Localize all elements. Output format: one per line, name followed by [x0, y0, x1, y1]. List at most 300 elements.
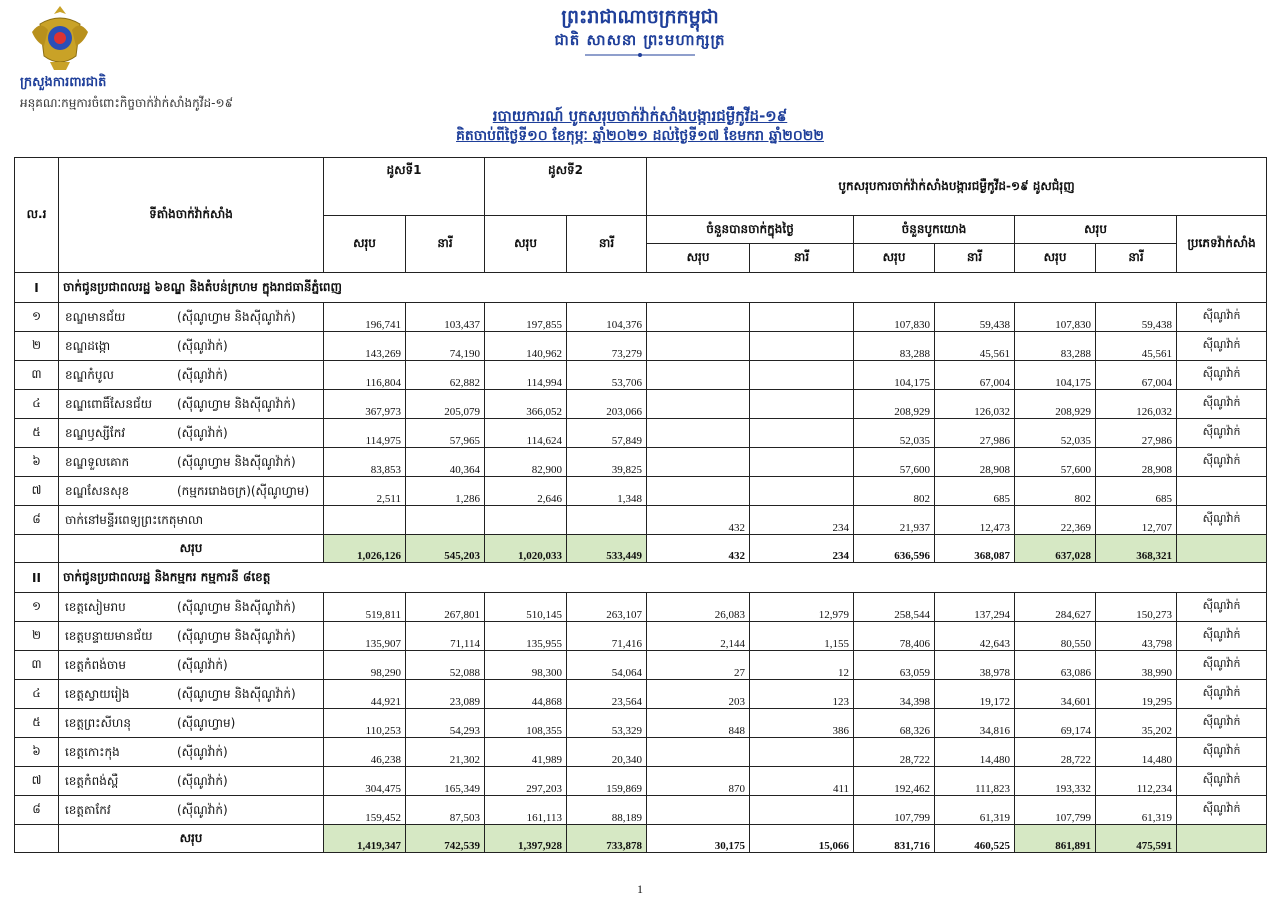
location-name: ចាក់នៅមន្ទីរពេទ្យព្រះកេតុមាលា — [65, 513, 204, 527]
value-prev-total: 802 — [854, 477, 935, 506]
value-sum-female: 61,319 — [1096, 796, 1177, 825]
value-d2-total: 161,113 — [485, 796, 567, 825]
total-d2-total: 1,020,033 — [485, 535, 567, 563]
value-d1-total: 2,511 — [324, 477, 406, 506]
header-dose2: ដូសទី2 — [485, 158, 647, 216]
value-d1-female: 71,114 — [406, 622, 485, 651]
row-number: ១ — [15, 593, 59, 622]
value-d1-total: 159,452 — [324, 796, 406, 825]
total-today-female: 15,066 — [750, 825, 854, 853]
value-sum-female: 112,234 — [1096, 767, 1177, 796]
location-name: ខេត្តបន្ទាយមានជ័យ — [65, 629, 153, 643]
value-today-female: 234 — [750, 506, 854, 535]
location-name: ខណ្ឌដង្កោ — [65, 339, 111, 353]
table-body — [15, 273, 1267, 853]
header-d2-total: សរុប — [485, 216, 567, 273]
value-d1-total: 196,741 — [324, 303, 406, 332]
value-prev-total: 52,035 — [854, 419, 935, 448]
value-d1-total: 83,853 — [324, 448, 406, 477]
value-prev-total: 68,326 — [854, 709, 935, 738]
value-today-total — [647, 448, 750, 477]
location-vaccine-note: (ស៊ីណូហ្វាម និងស៊ីណូវ៉ាក់) — [177, 600, 296, 614]
vaccine-type: ស៊ីណូវ៉ាក់ — [1177, 767, 1267, 796]
total-spacer — [15, 825, 59, 853]
location-cell — [59, 738, 324, 767]
total-d2-female: 533,449 — [567, 535, 647, 563]
vaccine-type: ស៊ីណូវ៉ាក់ — [1177, 303, 1267, 332]
location-name: ខណ្ឌពោធិ៍សែនជ័យ — [65, 397, 153, 411]
report-title: របាយការណ៍ បូកសរុបចាក់វ៉ាក់សាំងបង្ការជម្ងឺកូវីដ-១៩ — [492, 107, 788, 125]
value-sum-female: 126,032 — [1096, 390, 1177, 419]
total-today-female: 234 — [750, 535, 854, 563]
value-d1-total: 519,811 — [324, 593, 406, 622]
value-d1-female: 1,286 — [406, 477, 485, 506]
value-prev-total: 34,398 — [854, 680, 935, 709]
kingdom-title: ព្រះរាជាណាចក្រកម្ពុជា — [561, 6, 719, 28]
location-vaccine-note: (ស៊ីណូហ្វាម និងស៊ីណូវ៉ាក់) — [177, 455, 296, 469]
value-today-female: 1,155 — [750, 622, 854, 651]
value-sum-total: 22,369 — [1015, 506, 1096, 535]
value-today-total: 26,083 — [647, 593, 750, 622]
location-vaccine-note: (ស៊ីណូវ៉ាក់) — [177, 774, 228, 788]
value-d1-total: 110,253 — [324, 709, 406, 738]
location-cell — [59, 593, 324, 622]
value-prev-female: 12,473 — [935, 506, 1015, 535]
row-number: ៦ — [15, 738, 59, 767]
divider-ornament-icon — [585, 52, 695, 58]
value-today-total: 27 — [647, 651, 750, 680]
value-prev-total: 28,722 — [854, 738, 935, 767]
location-cell — [59, 767, 324, 796]
value-d2-female: 104,376 — [567, 303, 647, 332]
location-cell — [59, 796, 324, 825]
value-today-female: 12,979 — [750, 593, 854, 622]
location-cell — [59, 361, 324, 390]
vaccine-type: ស៊ីណូវ៉ាក់ — [1177, 361, 1267, 390]
value-today-female — [750, 448, 854, 477]
row-number: ៨ — [15, 506, 59, 535]
value-today-female — [750, 796, 854, 825]
table-row — [15, 303, 1267, 332]
location-name: ខណ្ឌទួលគោក — [65, 455, 130, 469]
header-previous: ចំនួនបូកយោង — [854, 216, 1015, 244]
value-d1-female: 267,801 — [406, 593, 485, 622]
value-d1-female: 103,437 — [406, 303, 485, 332]
value-d1-total: 44,921 — [324, 680, 406, 709]
vaccine-type: ស៊ីណូវ៉ាក់ — [1177, 419, 1267, 448]
header-d2-female: នារី — [567, 216, 647, 273]
table-row — [15, 332, 1267, 361]
value-d2-total: 135,955 — [485, 622, 567, 651]
header-booster: បូកសរុបការចាក់វ៉ាក់សាំងបង្ការជម្ងឺកូវីដ-១៩ ដូសជំរុញ — [647, 158, 1267, 216]
value-prev-total: 208,929 — [854, 390, 935, 419]
location-vaccine-note: (ស៊ីណូវ៉ាក់) — [177, 426, 228, 440]
value-sum-total: 80,550 — [1015, 622, 1096, 651]
value-prev-female: 19,172 — [935, 680, 1015, 709]
value-d2-female: 1,348 — [567, 477, 647, 506]
location-vaccine-note: (ស៊ីណូហ្វាម និងស៊ីណូវ៉ាក់) — [177, 629, 296, 643]
location-vaccine-note: (ស៊ីណូហ្វាម និងស៊ីណូវ៉ាក់) — [177, 687, 296, 701]
section-total-row — [15, 825, 1267, 853]
header-location: ទីតាំងចាក់វ៉ាក់សាំង — [59, 158, 324, 273]
value-prev-total: 21,937 — [854, 506, 935, 535]
location-name: ខេត្តកោះកុង — [65, 745, 120, 759]
value-today-total — [647, 796, 750, 825]
total-d1-female: 742,539 — [406, 825, 485, 853]
value-today-total — [647, 738, 750, 767]
location-vaccine-note: (ស៊ីណូហ្វាម និងស៊ីណូវ៉ាក់) — [177, 397, 296, 411]
table-row — [15, 448, 1267, 477]
value-today-female: 411 — [750, 767, 854, 796]
value-prev-female: 59,438 — [935, 303, 1015, 332]
value-d2-total: 98,300 — [485, 651, 567, 680]
location-vaccine-note: (ស៊ីណូហ្វាម និងស៊ីណូវ៉ាក់) — [177, 310, 296, 324]
value-sum-total: 107,799 — [1015, 796, 1096, 825]
location-cell — [59, 332, 324, 361]
total-d1-total: 1,026,126 — [324, 535, 406, 563]
value-prev-female: 137,294 — [935, 593, 1015, 622]
header-vaccine-type: ប្រភេទវ៉ាក់សាំង — [1177, 216, 1267, 273]
report-title-block — [300, 106, 980, 146]
value-sum-female: 59,438 — [1096, 303, 1177, 332]
value-today-total: 2,144 — [647, 622, 750, 651]
table-row — [15, 477, 1267, 506]
value-sum-female: 27,986 — [1096, 419, 1177, 448]
value-d2-total: 510,145 — [485, 593, 567, 622]
vaccine-type: ស៊ីណូវ៉ាក់ — [1177, 622, 1267, 651]
value-prev-female: 111,823 — [935, 767, 1015, 796]
row-number: ១ — [15, 303, 59, 332]
table-row — [15, 709, 1267, 738]
header-sum-total: សរុប — [1015, 244, 1096, 273]
row-number: ៤ — [15, 390, 59, 419]
value-today-female: 123 — [750, 680, 854, 709]
value-d2-total: 82,900 — [485, 448, 567, 477]
value-d2-total: 114,994 — [485, 361, 567, 390]
row-number: ៥ — [15, 419, 59, 448]
value-d2-female: 71,416 — [567, 622, 647, 651]
table-row — [15, 767, 1267, 796]
value-prev-female: 61,319 — [935, 796, 1015, 825]
value-d1-female: 165,349 — [406, 767, 485, 796]
total-spacer — [15, 535, 59, 563]
value-sum-female: 12,707 — [1096, 506, 1177, 535]
section-roman: I — [15, 273, 59, 303]
vaccine-type: ស៊ីណូវ៉ាក់ — [1177, 651, 1267, 680]
value-today-female — [750, 332, 854, 361]
location-vaccine-note: (ស៊ីណូវ៉ាក់) — [177, 803, 228, 817]
value-d2-female: 53,706 — [567, 361, 647, 390]
section-row — [15, 563, 1267, 593]
value-d2-female — [567, 506, 647, 535]
location-cell — [59, 622, 324, 651]
table-row — [15, 390, 1267, 419]
value-sum-female: 43,798 — [1096, 622, 1177, 651]
value-today-total — [647, 419, 750, 448]
location-vaccine-note: (ស៊ីណូហ្វាម) — [177, 716, 236, 730]
value-d1-total: 114,975 — [324, 419, 406, 448]
value-d2-total: 140,962 — [485, 332, 567, 361]
total-prev-total: 636,596 — [854, 535, 935, 563]
value-prev-total: 78,406 — [854, 622, 935, 651]
value-prev-female: 45,561 — [935, 332, 1015, 361]
value-d1-total: 143,269 — [324, 332, 406, 361]
vaccine-type: ស៊ីណូវ៉ាក់ — [1177, 796, 1267, 825]
value-d2-female: 57,849 — [567, 419, 647, 448]
section-roman: II — [15, 563, 59, 593]
total-d2-female: 733,878 — [567, 825, 647, 853]
location-vaccine-note: (ស៊ីណូវ៉ាក់) — [177, 658, 228, 672]
value-prev-female: 27,986 — [935, 419, 1015, 448]
value-d1-female: 52,088 — [406, 651, 485, 680]
value-sum-total: 28,722 — [1015, 738, 1096, 767]
value-d1-female: 23,089 — [406, 680, 485, 709]
value-d2-total: 114,624 — [485, 419, 567, 448]
section-row — [15, 273, 1267, 303]
location-name: ខេត្តស្វាយរៀង — [65, 687, 130, 701]
value-today-female: 12 — [750, 651, 854, 680]
national-motto: ជាតិ សាសនា ព្រះមហាក្សត្រ — [554, 31, 726, 49]
value-sum-female: 28,908 — [1096, 448, 1177, 477]
location-name: ខេត្តព្រះសីហនុ — [65, 716, 131, 730]
value-today-female — [750, 303, 854, 332]
value-sum-female: 19,295 — [1096, 680, 1177, 709]
location-name: ខណ្ឌកំបូល — [65, 368, 114, 382]
total-vaccine-spacer — [1177, 825, 1267, 853]
value-prev-total: 63,059 — [854, 651, 935, 680]
value-d1-female: 62,882 — [406, 361, 485, 390]
value-sum-total: 83,288 — [1015, 332, 1096, 361]
value-d1-total: 116,804 — [324, 361, 406, 390]
value-sum-total: 107,830 — [1015, 303, 1096, 332]
value-d2-female: 263,107 — [567, 593, 647, 622]
vaccine-type: ស៊ីណូវ៉ាក់ — [1177, 593, 1267, 622]
table-row — [15, 622, 1267, 651]
report-subtitle: គិតចាប់ពីថ្ងៃទី១០ ខែកុម្ភៈ ឆ្នាំ២០២១ ដល់ថ្ងៃទី១៧ ខែមករា ឆ្នាំ២០២២ — [456, 128, 824, 144]
row-number: ៣ — [15, 361, 59, 390]
row-number: ៦ — [15, 448, 59, 477]
value-today-total: 848 — [647, 709, 750, 738]
value-d2-female: 53,329 — [567, 709, 647, 738]
header-prev-total: សរុប — [854, 244, 935, 273]
total-vaccine-spacer — [1177, 535, 1267, 563]
location-cell — [59, 680, 324, 709]
total-d1-total: 1,419,347 — [324, 825, 406, 853]
value-today-total: 203 — [647, 680, 750, 709]
value-today-total — [647, 361, 750, 390]
value-d2-total — [485, 506, 567, 535]
value-d1-total: 367,973 — [324, 390, 406, 419]
location-name: ខណ្ឌឫស្សីកែវ — [65, 426, 126, 440]
value-sum-total: 193,332 — [1015, 767, 1096, 796]
value-prev-female: 685 — [935, 477, 1015, 506]
value-d2-total: 366,052 — [485, 390, 567, 419]
vaccination-report-table — [14, 157, 1267, 853]
value-d1-female: 74,190 — [406, 332, 485, 361]
section-title: ចាក់ជូនប្រជាពលរដ្ឋ និងកម្មករ កម្មការនី ៨ខេត្ត — [59, 563, 1267, 593]
value-prev-female: 14,480 — [935, 738, 1015, 767]
total-label: សរុប — [59, 825, 324, 853]
value-d1-total: 98,290 — [324, 651, 406, 680]
value-d1-female: 54,293 — [406, 709, 485, 738]
vaccine-type: ស៊ីណូវ៉ាក់ — [1177, 738, 1267, 767]
total-sum-total: 637,028 — [1015, 535, 1096, 563]
row-number: ៣ — [15, 651, 59, 680]
total-sum-female: 368,321 — [1096, 535, 1177, 563]
location-vaccine-note: (ស៊ីណូវ៉ាក់) — [177, 745, 228, 759]
location-vaccine-note: (កម្មកររោងចក្រ)(ស៊ីណូហ្វាម) — [177, 484, 310, 498]
value-d1-female: 40,364 — [406, 448, 485, 477]
vaccine-type: ស៊ីណូវ៉ាក់ — [1177, 390, 1267, 419]
value-prev-female: 67,004 — [935, 361, 1015, 390]
value-today-female: 386 — [750, 709, 854, 738]
value-d2-female: 20,340 — [567, 738, 647, 767]
value-sum-total: 52,035 — [1015, 419, 1096, 448]
location-name: ខេត្តសៀមរាប — [65, 600, 126, 614]
header-d1-female: នារី — [406, 216, 485, 273]
vaccine-type: ស៊ីណូវ៉ាក់ — [1177, 448, 1267, 477]
value-d2-female: 88,189 — [567, 796, 647, 825]
value-today-total: 432 — [647, 506, 750, 535]
value-sum-female: 150,273 — [1096, 593, 1177, 622]
value-sum-total: 104,175 — [1015, 361, 1096, 390]
value-d2-total: 297,203 — [485, 767, 567, 796]
value-today-female — [750, 361, 854, 390]
table-row — [15, 593, 1267, 622]
value-prev-female: 28,908 — [935, 448, 1015, 477]
location-name: ខេត្តតាកែវ — [65, 803, 111, 817]
value-sum-female: 35,202 — [1096, 709, 1177, 738]
value-sum-total: 208,929 — [1015, 390, 1096, 419]
row-number: ៤ — [15, 680, 59, 709]
row-number: ៨ — [15, 796, 59, 825]
value-prev-female: 126,032 — [935, 390, 1015, 419]
vaccine-type: ស៊ីណូវ៉ាក់ — [1177, 332, 1267, 361]
value-prev-female: 38,978 — [935, 651, 1015, 680]
total-today-total: 432 — [647, 535, 750, 563]
row-number: ២ — [15, 622, 59, 651]
location-cell — [59, 448, 324, 477]
value-prev-total: 57,600 — [854, 448, 935, 477]
value-sum-total: 57,600 — [1015, 448, 1096, 477]
value-prev-female: 42,643 — [935, 622, 1015, 651]
location-name: ខណ្ឌមានជ័យ — [65, 310, 126, 324]
total-prev-female: 368,087 — [935, 535, 1015, 563]
header-sum-female: នារី — [1096, 244, 1177, 273]
value-d2-total: 44,868 — [485, 680, 567, 709]
location-vaccine-note: (ស៊ីណូវ៉ាក់) — [177, 339, 228, 353]
table-row — [15, 506, 1267, 535]
location-cell — [59, 506, 324, 535]
value-d1-female — [406, 506, 485, 535]
value-sum-total: 69,174 — [1015, 709, 1096, 738]
location-name: ខេត្តកំពង់ស្ពឺ — [65, 774, 119, 788]
location-name: ខេត្តកំពង់ចាម — [65, 658, 126, 672]
value-d1-total — [324, 506, 406, 535]
row-number: ៧ — [15, 477, 59, 506]
national-header — [420, 4, 860, 58]
table-row — [15, 651, 1267, 680]
table-row — [15, 738, 1267, 767]
header-no: ល.រ — [15, 158, 59, 273]
table-row — [15, 361, 1267, 390]
value-d2-total: 41,989 — [485, 738, 567, 767]
page-number: 1 — [637, 882, 643, 896]
total-prev-total: 831,716 — [854, 825, 935, 853]
value-d2-female: 39,825 — [567, 448, 647, 477]
value-sum-female: 67,004 — [1096, 361, 1177, 390]
value-today-total — [647, 303, 750, 332]
total-d1-female: 545,203 — [406, 535, 485, 563]
value-prev-total: 83,288 — [854, 332, 935, 361]
value-today-female — [750, 390, 854, 419]
total-prev-female: 460,525 — [935, 825, 1015, 853]
header-today: ចំនួនបានចាក់ក្នុងថ្ងៃ — [647, 216, 854, 244]
header-d1-total: សរុប — [324, 216, 406, 273]
value-sum-female: 38,990 — [1096, 651, 1177, 680]
value-sum-female: 685 — [1096, 477, 1177, 506]
location-cell — [59, 419, 324, 448]
value-sum-female: 45,561 — [1096, 332, 1177, 361]
section-total-row — [15, 535, 1267, 563]
value-today-female — [750, 477, 854, 506]
value-d2-female: 23,564 — [567, 680, 647, 709]
location-cell — [59, 709, 324, 738]
value-today-total: 870 — [647, 767, 750, 796]
committee-name: អនុគណៈកម្មការចំពោះកិច្ចចាក់វ៉ាក់សាំងកូវីដ-១៩ — [20, 96, 234, 110]
value-d2-total: 197,855 — [485, 303, 567, 332]
value-d1-total: 304,475 — [324, 767, 406, 796]
value-sum-total: 284,627 — [1015, 593, 1096, 622]
row-number: ៥ — [15, 709, 59, 738]
value-today-total — [647, 477, 750, 506]
header-prev-female: នារី — [935, 244, 1015, 273]
location-vaccine-note: (ស៊ីណូវ៉ាក់) — [177, 368, 228, 382]
total-d2-total: 1,397,928 — [485, 825, 567, 853]
value-today-female — [750, 419, 854, 448]
value-d2-total: 108,355 — [485, 709, 567, 738]
value-prev-total: 192,462 — [854, 767, 935, 796]
value-d2-total: 2,646 — [485, 477, 567, 506]
header-sum: សរុប — [1015, 216, 1177, 244]
value-d2-female: 203,066 — [567, 390, 647, 419]
vaccine-type: ស៊ីណូវ៉ាក់ — [1177, 709, 1267, 738]
total-sum-female: 475,591 — [1096, 825, 1177, 853]
value-prev-female: 34,816 — [935, 709, 1015, 738]
total-label: សរុប — [59, 535, 324, 563]
value-d2-female: 73,279 — [567, 332, 647, 361]
value-d2-female: 159,869 — [567, 767, 647, 796]
table-row — [15, 419, 1267, 448]
header-dose1: ដូសទី1 — [324, 158, 485, 216]
value-today-total — [647, 390, 750, 419]
value-prev-total: 107,799 — [854, 796, 935, 825]
ministry-name: ក្រសួងការពារជាតិ — [20, 75, 107, 90]
row-number: ៧ — [15, 767, 59, 796]
location-cell — [59, 651, 324, 680]
value-sum-total: 802 — [1015, 477, 1096, 506]
value-sum-total: 63,086 — [1015, 651, 1096, 680]
location-name: ខណ្ឌសែនសុខ — [65, 484, 130, 498]
ministry-emblem-icon — [30, 2, 90, 74]
value-prev-total: 258,544 — [854, 593, 935, 622]
value-d1-female: 87,503 — [406, 796, 485, 825]
total-today-total: 30,175 — [647, 825, 750, 853]
value-sum-total: 34,601 — [1015, 680, 1096, 709]
value-prev-total: 107,830 — [854, 303, 935, 332]
vaccine-type: ស៊ីណូវ៉ាក់ — [1177, 680, 1267, 709]
vaccine-type: ស៊ីណូវ៉ាក់ — [1177, 506, 1267, 535]
